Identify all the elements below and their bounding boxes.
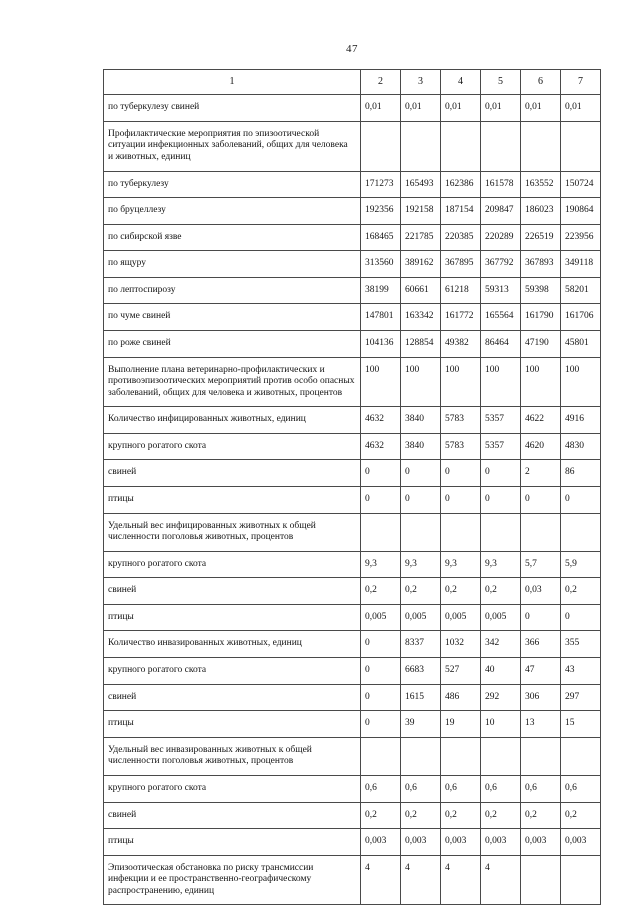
value-cell: 0 (361, 684, 401, 711)
value-cell: 0 (361, 711, 401, 738)
value-cell: 220289 (481, 224, 521, 251)
value-cell (521, 121, 561, 171)
row-label-cell: Удельный вес инвазированных животных к общей численности поголовья животных, процентов (104, 737, 361, 775)
table-row (104, 551, 601, 578)
value-cell: 0,6 (521, 775, 561, 802)
value-cell: 0,003 (401, 829, 441, 856)
value-cell (401, 121, 441, 171)
table-row (104, 775, 601, 802)
value-cell: 163552 (521, 171, 561, 198)
row-label-cell: птицы (104, 604, 361, 631)
value-cell: 527 (441, 658, 481, 685)
value-cell: 86464 (481, 330, 521, 357)
value-cell: 9,3 (361, 551, 401, 578)
table-row (104, 407, 601, 434)
value-cell: 367792 (481, 251, 521, 278)
value-cell: 100 (441, 357, 481, 407)
value-cell: 147801 (361, 304, 401, 331)
table-row (104, 658, 601, 685)
row-label-cell: по бруцеллезу (104, 198, 361, 225)
value-cell: 1615 (401, 684, 441, 711)
value-cell: 0 (441, 487, 481, 514)
column-header: 4 (441, 70, 481, 95)
value-cell: 43 (561, 658, 601, 685)
value-cell (441, 121, 481, 171)
row-label-cell: Выполнение плана ветеринарно-профилактических и противоэпизоотических мероприятий против особо опасных заболеваний, общих для человека и животных, процентов (104, 357, 361, 407)
value-cell: 0,005 (441, 604, 481, 631)
row-label-cell: крупного рогатого скота (104, 775, 361, 802)
value-cell (361, 737, 401, 775)
value-cell: 221785 (401, 224, 441, 251)
value-cell (561, 121, 601, 171)
value-cell: 0,2 (481, 802, 521, 829)
table-row (104, 631, 601, 658)
value-cell (561, 855, 601, 905)
value-cell: 150724 (561, 171, 601, 198)
row-label-cell: по ящуру (104, 251, 361, 278)
value-cell: 4620 (521, 433, 561, 460)
value-cell: 4 (441, 855, 481, 905)
row-label-cell: птицы (104, 711, 361, 738)
value-cell: 355 (561, 631, 601, 658)
value-cell: 0 (361, 487, 401, 514)
page-number: 47 (346, 43, 358, 55)
value-cell: 13 (521, 711, 561, 738)
column-header: 3 (401, 70, 441, 95)
table-row (104, 460, 601, 487)
value-cell: 38199 (361, 277, 401, 304)
value-cell: 0 (361, 631, 401, 658)
value-cell: 367893 (521, 251, 561, 278)
value-cell: 161706 (561, 304, 601, 331)
value-cell: 223956 (561, 224, 601, 251)
table-row (104, 121, 601, 171)
value-cell: 0 (561, 604, 601, 631)
value-cell: 5783 (441, 407, 481, 434)
row-label-cell: Профилактические мероприятия по эпизоотической ситуации инфекционных заболеваний, общих для человека и животных, единиц (104, 121, 361, 171)
value-cell: 349118 (561, 251, 601, 278)
value-cell: 0,005 (401, 604, 441, 631)
value-cell: 0,01 (401, 95, 441, 122)
value-cell: 366 (521, 631, 561, 658)
table-row (104, 829, 601, 856)
value-cell: 0,003 (361, 829, 401, 856)
table-row (104, 578, 601, 605)
value-cell: 168465 (361, 224, 401, 251)
value-cell: 0 (521, 487, 561, 514)
value-cell: 0,003 (481, 829, 521, 856)
value-cell: 0 (361, 658, 401, 685)
value-cell: 0,01 (441, 95, 481, 122)
value-cell (481, 737, 521, 775)
value-cell: 0,005 (361, 604, 401, 631)
value-cell: 0,6 (361, 775, 401, 802)
table-row (104, 330, 601, 357)
value-cell: 4 (401, 855, 441, 905)
value-cell: 4 (481, 855, 521, 905)
value-cell: 0 (561, 487, 601, 514)
value-cell: 8337 (401, 631, 441, 658)
value-cell: 486 (441, 684, 481, 711)
value-cell: 292 (481, 684, 521, 711)
value-cell: 59398 (521, 277, 561, 304)
column-header: 5 (481, 70, 521, 95)
value-cell: 0,003 (441, 829, 481, 856)
table-row (104, 604, 601, 631)
value-cell: 0,2 (401, 802, 441, 829)
value-cell: 3840 (401, 433, 441, 460)
row-label-cell: Удельный вес инфицированных животных к общей численности поголовья животных, процентов (104, 513, 361, 551)
value-cell: 220385 (441, 224, 481, 251)
row-label-cell: по туберкулезу (104, 171, 361, 198)
statistics-table (103, 69, 601, 905)
row-label-cell: Количество инвазированных животных, единиц (104, 631, 361, 658)
table-row (104, 487, 601, 514)
table-row (104, 198, 601, 225)
value-cell: 128854 (401, 330, 441, 357)
table-row (104, 513, 601, 551)
row-label-cell: по роже свиней (104, 330, 361, 357)
value-cell: 0,6 (441, 775, 481, 802)
row-label-cell: свиней (104, 460, 361, 487)
value-cell: 161790 (521, 304, 561, 331)
value-cell: 45801 (561, 330, 601, 357)
value-cell: 190864 (561, 198, 601, 225)
value-cell: 39 (401, 711, 441, 738)
value-cell (361, 121, 401, 171)
value-cell: 0,01 (561, 95, 601, 122)
table-row (104, 855, 601, 905)
value-cell: 9,3 (401, 551, 441, 578)
column-header: 6 (521, 70, 561, 95)
value-cell: 5783 (441, 433, 481, 460)
value-cell: 4632 (361, 407, 401, 434)
value-cell: 0,003 (561, 829, 601, 856)
value-cell: 0,6 (481, 775, 521, 802)
value-cell: 0,2 (441, 802, 481, 829)
row-label-cell: по туберкулезу свиней (104, 95, 361, 122)
value-cell: 100 (361, 357, 401, 407)
row-label-cell: крупного рогатого скота (104, 658, 361, 685)
value-cell: 342 (481, 631, 521, 658)
table-row (104, 251, 601, 278)
table-row (104, 95, 601, 122)
value-cell: 3840 (401, 407, 441, 434)
value-cell: 313560 (361, 251, 401, 278)
value-cell (481, 513, 521, 551)
table-row (104, 304, 601, 331)
value-cell: 0 (401, 460, 441, 487)
value-cell: 10 (481, 711, 521, 738)
value-cell (401, 737, 441, 775)
row-label-cell: птицы (104, 829, 361, 856)
value-cell: 0 (481, 460, 521, 487)
row-label-cell: Эпизоотическая обстановка по риску трансмиссии инфекции и ее пространственно-географическому распространению, единиц (104, 855, 361, 905)
row-label-cell: по сибирской язве (104, 224, 361, 251)
value-cell: 0,2 (481, 578, 521, 605)
value-cell: 0 (401, 487, 441, 514)
value-cell: 0,003 (521, 829, 561, 856)
value-cell: 4 (361, 855, 401, 905)
value-cell (441, 737, 481, 775)
value-cell: 297 (561, 684, 601, 711)
table-header-row (104, 70, 601, 95)
table-row (104, 684, 601, 711)
value-cell: 47190 (521, 330, 561, 357)
value-cell: 367895 (441, 251, 481, 278)
value-cell: 100 (521, 357, 561, 407)
value-cell: 0,2 (561, 578, 601, 605)
value-cell: 0,005 (481, 604, 521, 631)
row-label-cell: по чуме свиней (104, 304, 361, 331)
table-row (104, 357, 601, 407)
value-cell: 0,6 (561, 775, 601, 802)
value-cell: 0,2 (361, 578, 401, 605)
value-cell: 0,2 (521, 802, 561, 829)
value-cell: 100 (481, 357, 521, 407)
value-cell: 100 (561, 357, 601, 407)
row-label-cell: крупного рогатого скота (104, 551, 361, 578)
value-cell: 5357 (481, 407, 521, 434)
value-cell: 165564 (481, 304, 521, 331)
value-cell: 40 (481, 658, 521, 685)
table-row (104, 433, 601, 460)
value-cell: 5,9 (561, 551, 601, 578)
value-cell: 47 (521, 658, 561, 685)
value-cell: 59313 (481, 277, 521, 304)
table-row (104, 737, 601, 775)
value-cell (521, 855, 561, 905)
value-cell: 58201 (561, 277, 601, 304)
value-cell: 86 (561, 460, 601, 487)
table-row (104, 171, 601, 198)
value-cell: 4830 (561, 433, 601, 460)
table-row (104, 711, 601, 738)
value-cell: 5,7 (521, 551, 561, 578)
value-cell: 0 (481, 487, 521, 514)
value-cell: 15 (561, 711, 601, 738)
value-cell (561, 513, 601, 551)
value-cell: 100 (401, 357, 441, 407)
column-header: 1 (104, 70, 361, 95)
value-cell: 192356 (361, 198, 401, 225)
row-label-cell: свиней (104, 578, 361, 605)
value-cell: 0,01 (361, 95, 401, 122)
row-label-cell: крупного рогатого скота (104, 433, 361, 460)
value-cell: 192158 (401, 198, 441, 225)
value-cell: 0,2 (441, 578, 481, 605)
value-cell: 0,6 (401, 775, 441, 802)
value-cell: 163342 (401, 304, 441, 331)
table-row (104, 224, 601, 251)
value-cell: 60661 (401, 277, 441, 304)
value-cell: 165493 (401, 171, 441, 198)
value-cell: 9,3 (481, 551, 521, 578)
value-cell: 187154 (441, 198, 481, 225)
value-cell: 1032 (441, 631, 481, 658)
row-label-cell: Количество инфицированных животных, единиц (104, 407, 361, 434)
value-cell: 209847 (481, 198, 521, 225)
value-cell: 4622 (521, 407, 561, 434)
value-cell: 0 (361, 460, 401, 487)
value-cell: 19 (441, 711, 481, 738)
value-cell: 0,01 (481, 95, 521, 122)
value-cell: 0,2 (401, 578, 441, 605)
value-cell: 0,2 (561, 802, 601, 829)
value-cell: 306 (521, 684, 561, 711)
value-cell: 6683 (401, 658, 441, 685)
value-cell: 104136 (361, 330, 401, 357)
value-cell: 0,03 (521, 578, 561, 605)
value-cell (521, 513, 561, 551)
value-cell: 186023 (521, 198, 561, 225)
table-row (104, 802, 601, 829)
value-cell: 161578 (481, 171, 521, 198)
value-cell: 0 (441, 460, 481, 487)
row-label-cell: свиней (104, 684, 361, 711)
table-body (104, 95, 601, 905)
value-cell: 161772 (441, 304, 481, 331)
value-cell: 2 (521, 460, 561, 487)
value-cell: 0,01 (521, 95, 561, 122)
value-cell (521, 737, 561, 775)
value-cell: 0,2 (361, 802, 401, 829)
value-cell: 162386 (441, 171, 481, 198)
value-cell: 61218 (441, 277, 481, 304)
value-cell: 171273 (361, 171, 401, 198)
row-label-cell: по лептоспирозу (104, 277, 361, 304)
value-cell (361, 513, 401, 551)
row-label-cell: птицы (104, 487, 361, 514)
column-header: 7 (561, 70, 601, 95)
value-cell: 4632 (361, 433, 401, 460)
value-cell (441, 513, 481, 551)
value-cell: 49382 (441, 330, 481, 357)
document-page (103, 0, 601, 905)
value-cell: 9,3 (441, 551, 481, 578)
value-cell (561, 737, 601, 775)
value-cell (481, 121, 521, 171)
column-header: 2 (361, 70, 401, 95)
value-cell: 226519 (521, 224, 561, 251)
value-cell: 0 (521, 604, 561, 631)
value-cell: 4916 (561, 407, 601, 434)
value-cell (401, 513, 441, 551)
value-cell: 5357 (481, 433, 521, 460)
row-label-cell: свиней (104, 802, 361, 829)
value-cell: 389162 (401, 251, 441, 278)
table-row (104, 277, 601, 304)
